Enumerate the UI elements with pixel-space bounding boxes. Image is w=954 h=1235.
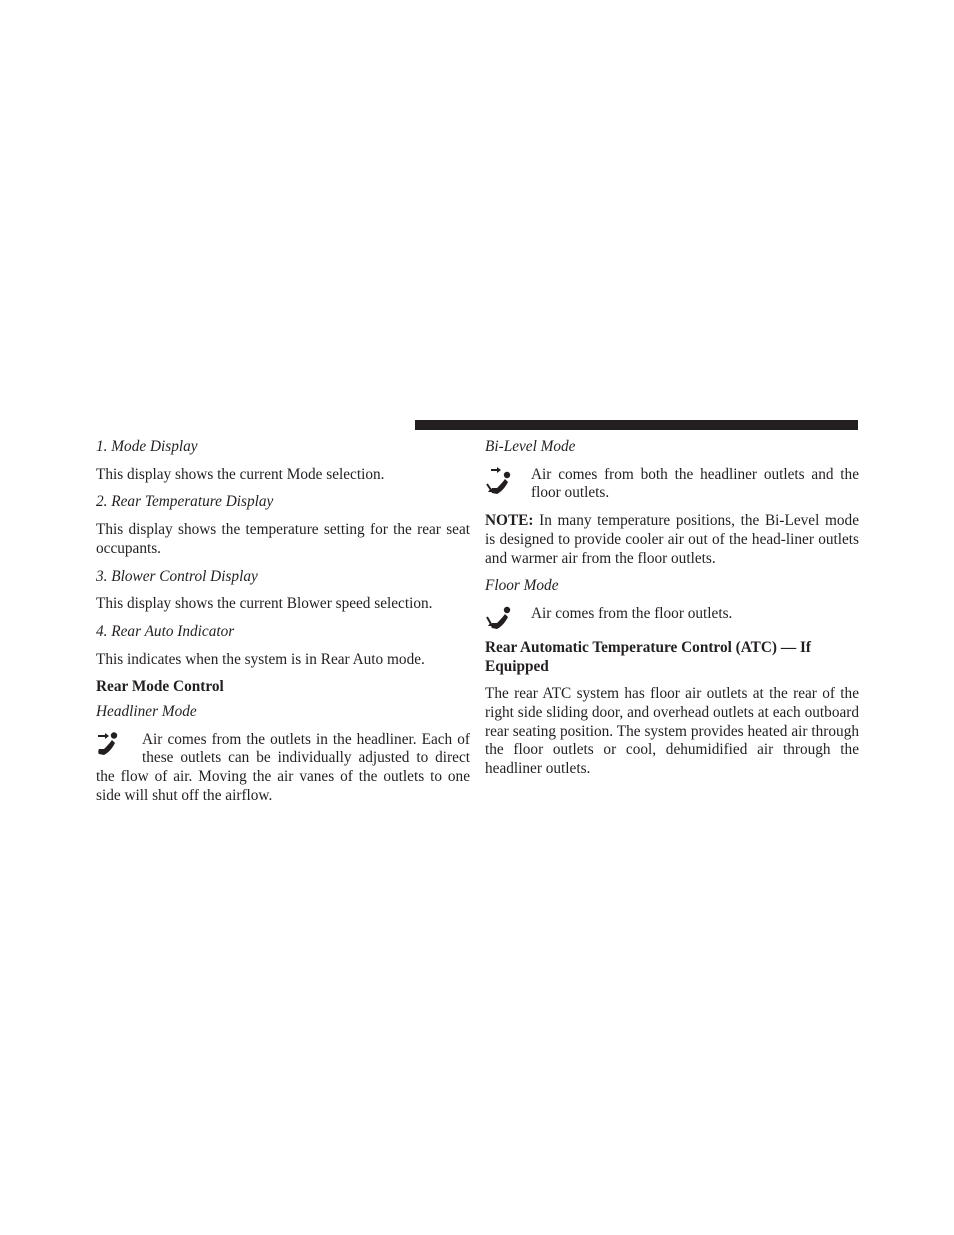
headliner-mode-heading: Headliner Mode bbox=[96, 703, 197, 721]
rear-mode-control-heading: Rear Mode Control bbox=[96, 678, 224, 696]
floor-mode-block bbox=[485, 605, 859, 624]
floor-mode-text: Air comes from the floor outlets. bbox=[531, 604, 733, 622]
floor-mode-icon bbox=[485, 605, 521, 629]
bilevel-mode-icon bbox=[485, 466, 521, 496]
floor-mode-heading: Floor Mode bbox=[485, 577, 559, 595]
rear-temperature-display-heading: 2. Rear Temperature Display bbox=[96, 493, 274, 511]
headliner-mode-block bbox=[96, 731, 470, 806]
rear-atc-text: The rear ATC system has floor air outlets at the rear of the right side sliding door, and overhead outlets at each outboard rear seating position. The system provides heated air through the floor outlets or cool, dehumidified air through the headliner outlets. bbox=[485, 685, 859, 778]
note-text: In many temperature positions, the Bi-Level mode is designed to provide cooler air out of the head-liner outlets and warmer air from the floor outlets. bbox=[485, 512, 859, 567]
mode-display-heading: 1. Mode Display bbox=[96, 438, 198, 455]
blower-control-display-text: This display shows the current Blower speed selection. bbox=[96, 595, 433, 613]
headliner-mode-text: Air comes from the outlets in the headliner. Each of these outlets can be individually adjusted to direct the flow of air. Moving the air vanes of the outlets to one side will shut off the airflow. bbox=[96, 730, 470, 804]
section-header-bar bbox=[415, 420, 858, 430]
blower-control-display-heading: 3. Blower Control Display bbox=[96, 567, 258, 585]
rear-atc-heading: Rear Automatic Temperature Control (ATC) — If Equipped bbox=[485, 638, 812, 675]
bilevel-mode-heading: Bi-Level Mode bbox=[485, 438, 576, 455]
note-paragraph bbox=[485, 512, 859, 568]
bilevel-mode-text: Air comes from both the headliner outlets and the floor outlets. bbox=[531, 465, 859, 502]
mode-display-text: This display shows the current Mode selection. bbox=[96, 465, 385, 483]
bilevel-mode-block bbox=[485, 466, 859, 503]
rear-temperature-display-text: This display shows the temperature setting for the rear seat occupants. bbox=[96, 521, 470, 557]
note-label: NOTE: bbox=[485, 512, 534, 530]
left-column bbox=[96, 438, 470, 806]
rear-auto-indicator-text: This indicates when the system is in Rear Auto mode. bbox=[96, 650, 425, 668]
rear-auto-indicator-heading: 4. Rear Auto Indicator bbox=[96, 622, 235, 640]
right-column bbox=[485, 438, 859, 779]
headliner-mode-icon bbox=[96, 731, 132, 761]
